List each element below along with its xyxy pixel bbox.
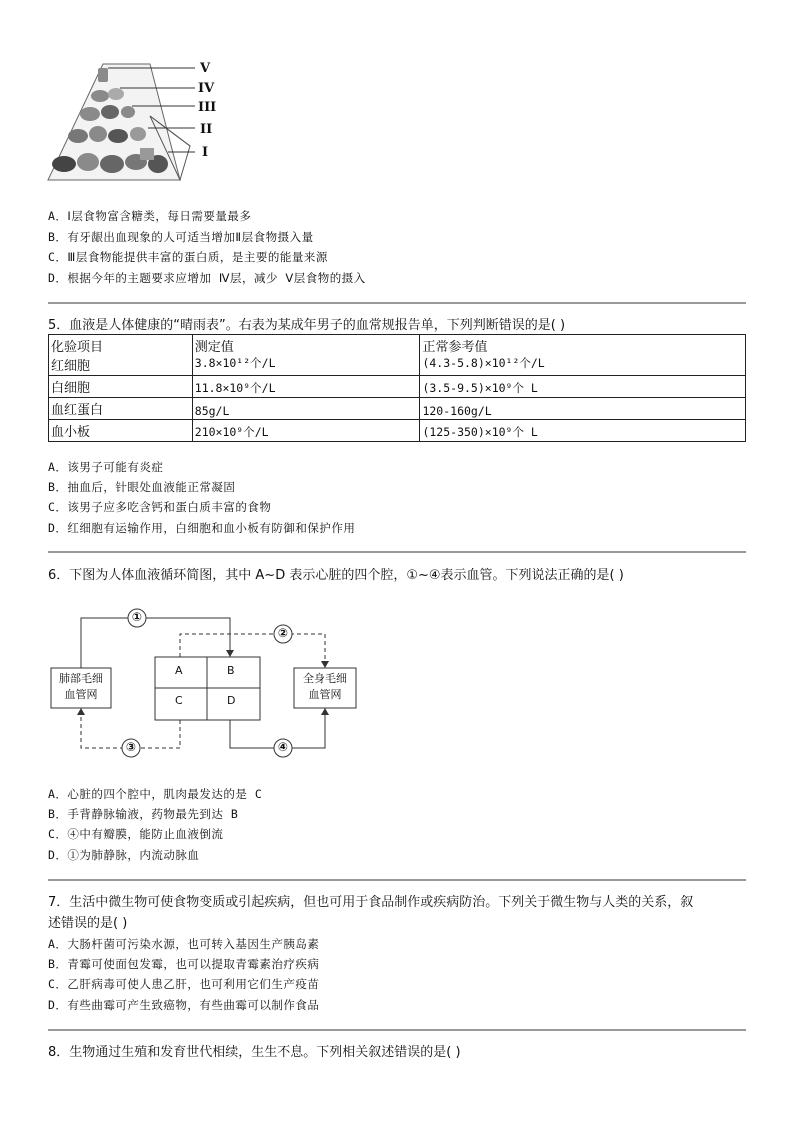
chamber-a: A [175, 664, 183, 677]
table-cell: 血红蛋白 [49, 398, 193, 420]
q6-option-c: C．④中有瓣膜，能防止血液倒流 [48, 827, 224, 841]
table-cell: (125-350)×10⁹个 L [420, 420, 746, 442]
lung-capillary-label [51, 671, 111, 703]
q7-stem-line2: 述错误的是( ) [48, 916, 128, 931]
header-value: 测定值 3.8×10¹²个/L [192, 335, 420, 376]
divider [48, 1029, 746, 1031]
pyramid-level-4: IV [198, 81, 215, 96]
q4-option-b: B．有牙龈出血现象的人可适当增加Ⅱ层食物摄入量 [48, 230, 314, 244]
body-label-line1: 全身毛细 [303, 672, 347, 685]
circulation-diagram [45, 600, 365, 765]
table-cell: 血小板 [49, 420, 193, 442]
q4-option-a: A．Ⅰ层食物富含糖类，每日需要量最多 [48, 209, 252, 223]
q5-option-d: D．红细胞有运输作用，白细胞和血小板有防御和保护作用 [48, 521, 356, 535]
blood-report-table [48, 334, 746, 442]
pyramid-level-5: V [200, 61, 211, 76]
divider [48, 551, 746, 553]
chamber-c: C [175, 694, 183, 707]
q5-option-c: C．该男子应多吃含钙和蛋白质丰富的食物 [48, 500, 272, 514]
table-cell: 11.8×10⁹个/L [192, 376, 420, 398]
q5-option-a: A．该男子可能有炎症 [48, 460, 164, 474]
divider [48, 302, 746, 304]
q7-stem-line1: 7．生活中微生物可使食物变质或引起疾病，但也可用于食品制作或疾病防治。下列关于微生物与人类的关系，叙 [48, 895, 694, 910]
q5-stem: 5．血液是人体健康的“晴雨表”。右表为某成年男子的血常规报告单，下列判断错误的是( ) [48, 318, 566, 333]
vessel-1-label: ① [131, 610, 143, 624]
q7-option-b: B．青霉可使面包发霉，也可以提取青霉素治疗疾病 [48, 957, 320, 971]
body-label-line2: 血管网 [308, 688, 342, 701]
pyramid-level-3: III [198, 100, 217, 115]
vessel-4-label: ④ [277, 740, 289, 754]
chamber-d: D [227, 694, 236, 707]
q8-stem: 8．生物通过生殖和发育世代相续，生生不息。下列相关叙述错误的是( ) [48, 1045, 461, 1060]
q4-option-c: C．Ⅲ层食物能提供丰富的蛋白质，是主要的能量来源 [48, 250, 328, 264]
vessel-3-label: ③ [125, 740, 137, 754]
header-item: 化验项目 红细胞 [49, 335, 193, 376]
q4-option-d: D．根据今年的主题要求应增加 Ⅳ层，减少 Ⅴ层食物的摄入 [48, 271, 366, 285]
header-reference: 正常参考值 (4.3-5.8)×10¹²个/L [420, 335, 746, 376]
vessel-2-label: ② [277, 626, 289, 640]
q6-option-b: B．手背静脉输液，药物最先到达 B [48, 807, 239, 821]
table-cell: 白细胞 [49, 376, 193, 398]
lung-label-line2: 血管网 [64, 688, 98, 701]
lung-label-line1: 肺部毛细 [59, 672, 103, 685]
chamber-b: B [227, 664, 235, 677]
pyramid-level-2: II [200, 122, 213, 137]
table-row [49, 420, 746, 442]
table-cell: 85g/L [192, 398, 420, 420]
pyramid-level-1: I [202, 145, 209, 160]
q7-option-d: D．有些曲霉可产生致癌物，有些曲霉可以制作食品 [48, 998, 320, 1012]
food-pyramid-figure [40, 56, 230, 186]
table-cell: 210×10⁹个/L [192, 420, 420, 442]
q6-option-a: A．心脏的四个腔中，肌肉最发达的是 C [48, 787, 263, 801]
q6-stem: 6．下图为人体血液循环简图，其中 A~D 表示心脏的四个腔，①~④表示血管。下列说法正确的是( ) [48, 568, 624, 583]
table-row [49, 398, 746, 420]
q6-option-d: D．①为肺静脉，内流动脉血 [48, 848, 200, 862]
divider [48, 879, 746, 881]
table-cell: (3.5-9.5)×10⁹个 L [420, 376, 746, 398]
q7-option-c: C．乙肝病毒可使人患乙肝，也可利用它们生产疫苗 [48, 977, 320, 991]
q5-option-b: B．抽血后，针眼处血液能正常凝固 [48, 480, 236, 494]
table-cell: 120-160g/L [420, 398, 746, 420]
table-row [49, 376, 746, 398]
table-row [49, 335, 746, 376]
q7-option-a: A．大肠杆菌可污染水源，也可转入基因生产胰岛素 [48, 937, 320, 951]
body-capillary-label [294, 671, 356, 703]
